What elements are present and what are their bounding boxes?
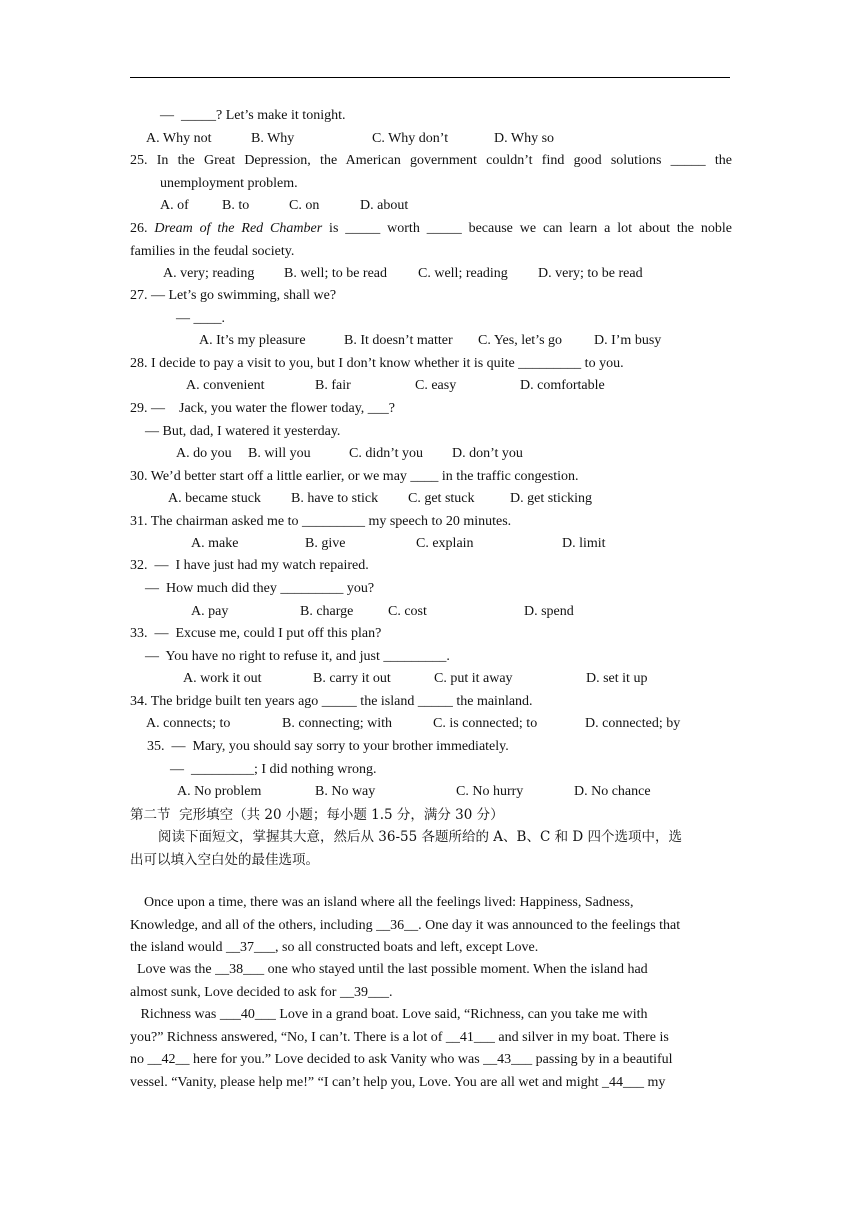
q27-option-b[interactable]: B. It doesn’t matter — [344, 333, 453, 348]
q33-option-c[interactable]: C. put it away — [434, 671, 513, 686]
q33-reply: — You have no right to refuse it, and just _________. — [145, 649, 450, 664]
q30-option-a[interactable]: A. became stuck — [168, 491, 261, 506]
q24-option-c[interactable]: C. Why don’t — [372, 131, 449, 146]
q26-option-b[interactable]: B. well; to be read — [284, 266, 388, 281]
passage-line: Love was the __38___ one who stayed until the last possible moment. When the island had — [130, 962, 648, 977]
q35-option-a[interactable]: A. No problem — [177, 784, 262, 799]
header-rule — [130, 77, 730, 78]
q28-option-b[interactable]: B. fair — [315, 378, 351, 393]
q27-option-d[interactable]: D. I’m busy — [594, 333, 662, 348]
q25-stem: 25. In the Great Depression, the American government couldn’t find good solutions _____ the — [130, 153, 732, 168]
q27-reply: — ____. — [176, 311, 225, 326]
q35-reply: — _________; I did nothing wrong. — [170, 762, 377, 777]
q34-option-c[interactable]: C. is connected; to — [433, 716, 538, 731]
q33-stem: 33. — Excuse me, could I put off this plan? — [130, 626, 382, 641]
q32-option-a[interactable]: A. pay — [191, 604, 229, 619]
q30-option-c[interactable]: C. get stuck — [408, 491, 475, 506]
q28-stem: 28. I decide to pay a visit to you, but I don’t know whether it is quite _________ to you. — [130, 356, 624, 371]
q26-stem-cont: families in the feudal society. — [130, 244, 295, 259]
section2-instructions-cont: 出可以填入空白处的最佳选项。 — [130, 852, 319, 868]
q24-option-b[interactable]: B. Why — [251, 131, 295, 146]
q32-reply: — How much did they _________ you? — [145, 581, 375, 596]
passage-line: you?” Richness answered, “No, I can’t. There is a lot of __41___ and silver in my boat. There is — [130, 1030, 669, 1045]
q28-option-a[interactable]: A. convenient — [186, 378, 265, 393]
q26-option-a[interactable]: A. very; reading — [163, 266, 255, 281]
q25-option-a[interactable]: A. of — [160, 198, 189, 213]
q26-number: 26. — [130, 221, 155, 236]
q26-option-c[interactable]: C. well; reading — [418, 266, 508, 281]
passage-line: Knowledge, and all of the others, including __36__. One day it was announced to the feelings that — [130, 918, 681, 933]
q32-option-d[interactable]: D. spend — [524, 604, 574, 619]
q31-option-d[interactable]: D. limit — [562, 536, 606, 551]
passage-line: the island would __37___, so all constructed boats and left, except Love. — [130, 940, 539, 955]
q35-option-c[interactable]: C. No hurry — [456, 784, 524, 799]
q24-option-a[interactable]: A. Why not — [146, 131, 212, 146]
q30-option-d[interactable]: D. get sticking — [510, 491, 593, 506]
q31-option-c[interactable]: C. explain — [416, 536, 474, 551]
q27-option-c[interactable]: C. Yes, let’s go — [478, 333, 563, 348]
q27-stem: 27. — Let’s go swimming, shall we? — [130, 288, 337, 303]
q29-option-c[interactable]: C. didn’t you — [349, 446, 424, 461]
q34-stem: 34. The bridge built ten years ago _____ the island _____ the mainland. — [130, 694, 533, 709]
q29-stem: 29. — Jack, you water the flower today, ___? — [130, 401, 396, 416]
q28-option-d[interactable]: D. comfortable — [520, 378, 605, 393]
q26-stem-rest: is _____ worth _____ because we can learn a lot about the noble — [322, 221, 733, 236]
section2-heading: 第二节 完形填空（共 20 小题；每小题 1.5 分，满分 30 分） — [130, 807, 504, 823]
q26-book-title: Dream of the Red Chamber — [154, 221, 323, 236]
passage-line: Once upon a time, there was an island where all the feelings lived: Happiness, Sadness, — [130, 895, 634, 910]
q25-option-d[interactable]: D. about — [360, 198, 409, 213]
q29-option-a[interactable]: A. do you — [176, 446, 232, 461]
q29-reply: — But, dad, I watered it yesterday. — [145, 424, 341, 439]
passage-line: almost sunk, Love decided to ask for __39___. — [130, 985, 393, 1000]
passage-line: Richness was ___40___ Love in a grand boat. Love said, “Richness, can you take me with — [130, 1007, 648, 1022]
q25-option-c[interactable]: C. on — [289, 198, 320, 213]
q35-option-b[interactable]: B. No way — [315, 784, 376, 799]
q35-stem: 35. — Mary, you should say sorry to your brother immediately. — [147, 739, 509, 754]
q24-option-d[interactable]: D. Why so — [494, 131, 555, 146]
q29-option-d[interactable]: D. don’t you — [452, 446, 523, 461]
q35-option-d[interactable]: D. No chance — [574, 784, 651, 799]
q24-dialog: — _____? Let’s make it tonight. — [160, 108, 346, 123]
q25-stem-cont: unemployment problem. — [160, 176, 298, 191]
q33-option-b[interactable]: B. carry it out — [313, 671, 391, 686]
q28-option-c[interactable]: C. easy — [415, 378, 457, 393]
q30-stem: 30. We’d better start off a little earlier, or we may ____ in the traffic congestion. — [130, 469, 579, 484]
q31-option-a[interactable]: A. make — [191, 536, 239, 551]
q30-option-b[interactable]: B. have to stick — [291, 491, 379, 506]
q31-option-b[interactable]: B. give — [305, 536, 346, 551]
q31-stem: 31. The chairman asked me to _________ my speech to 20 minutes. — [130, 514, 512, 529]
passage-line: no __42__ here for you.” Love decided to ask Vanity who was __43___ passing by in a beautiful — [130, 1052, 673, 1067]
q26-option-d[interactable]: D. very; to be read — [538, 266, 643, 281]
passage-line: vessel. “Vanity, please help me!” “I can’t help you, Love. You are all wet and might _44___ my — [130, 1075, 666, 1090]
q25-option-b[interactable]: B. to — [222, 198, 250, 213]
q32-stem: 32. — I have just had my watch repaired. — [130, 558, 369, 573]
q29-option-b[interactable]: B. will you — [248, 446, 311, 461]
q32-option-c[interactable]: C. cost — [388, 604, 427, 619]
q27-option-a[interactable]: A. It’s my pleasure — [199, 333, 306, 348]
q34-option-b[interactable]: B. connecting; with — [282, 716, 393, 731]
q33-option-a[interactable]: A. work it out — [183, 671, 262, 686]
section2-instructions: 阅读下面短文，掌握其大意，然后从 36-55 各题所给的 A、B、C 和 D 四个选项中，选 — [158, 829, 682, 845]
q32-option-b[interactable]: B. charge — [300, 604, 354, 619]
q33-option-d[interactable]: D. set it up — [586, 671, 648, 686]
q34-option-a[interactable]: A. connects; to — [146, 716, 231, 731]
q26-stem — [130, 220, 732, 238]
q34-option-d[interactable]: D. connected; by — [585, 716, 681, 731]
